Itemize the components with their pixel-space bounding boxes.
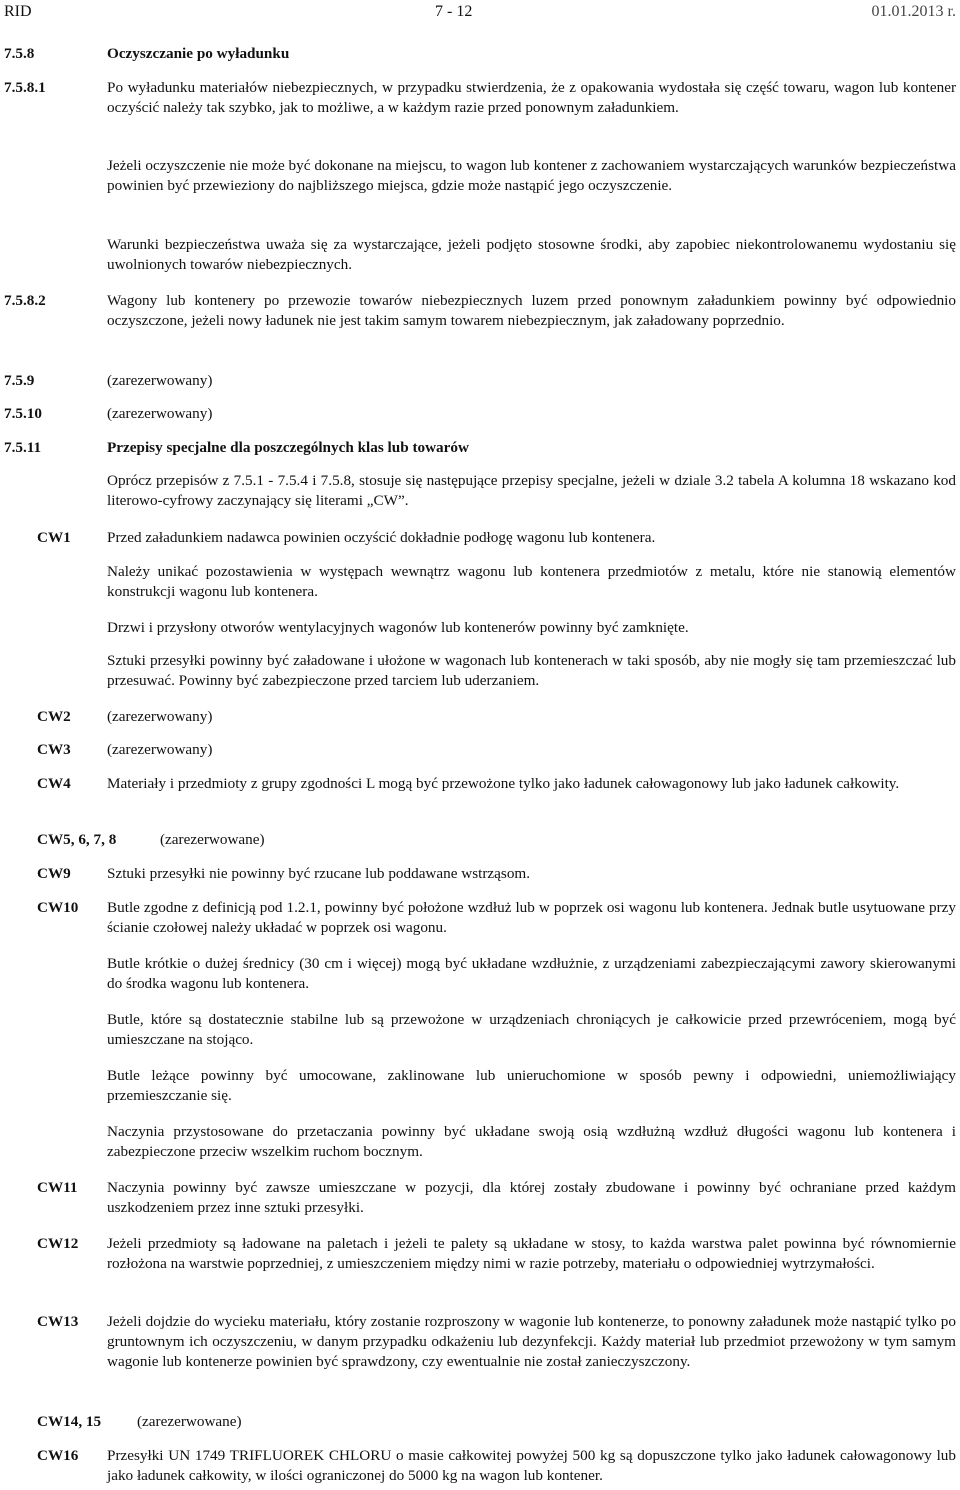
cw-code: CW10 (37, 899, 79, 916)
cw-code: CW3 (37, 741, 71, 758)
page-header (4, 2, 956, 24)
paragraph: Drzwi i przysłony otworów wentylacyjnych wagonów lub kontenerów powinny być zamknięte. (107, 619, 689, 636)
section-number: 7.5.11 (4, 439, 42, 456)
paragraph: Materiały i przedmioty z grupy zgodności L mogą być przewożone tylko jako ładunek całowagonowy lub jako ładunek całkowity. (107, 775, 900, 792)
reserved-note: (zarezerwowany) (107, 405, 213, 422)
paragraph: Naczynia przystosowane do przetaczania powinny być układane swoją osią wzdłużną wzdłuż długości wagonu lub kontenera i zabezpieczone przeciw wszelkim ruchom bocznym. (107, 1123, 956, 1160)
reserved-note: (zarezerwowane) (137, 1413, 242, 1430)
paragraph: Należy unikać pozostawienia w występach wewnątrz wagonu lub kontenera przedmiotów z metalu, które nie stanowią elementów konstrukcji wagonu lub kontenera. (107, 563, 956, 600)
reserved-note: (zarezerwowany) (107, 708, 213, 725)
section-number: 7.5.8.1 (4, 79, 46, 96)
paragraph: Butle krótkie o dużej średnicy (30 cm i więcej) mogą być układane wzdłużnie, z urządzeniami zabezpieczającymi zawory skierowanymi do środka wagonu lub kontenera. (107, 955, 956, 992)
paragraph: Jeżeli przedmioty są ładowane na paletach i jeżeli te palety są układane w stosy, to każda warstwa palet powinna być równomiernie rozłożona na warstwie poprzedniej, z umieszczeniem między nimi w razie potrzeby, materiału o odpowiedniej wytrzymałości. (107, 1235, 956, 1272)
paragraph: Naczynia powinny być zawsze umieszczane w pozycji, dla której zostały zbudowane i powinny być ochraniane przed każdym uszkodzeniem przez inne sztuki przesyłki. (107, 1179, 956, 1216)
cw-code: CW5, 6, 7, 8 (37, 831, 117, 848)
reserved-note: (zarezerwowane) (160, 831, 265, 848)
cw-code: CW4 (37, 775, 71, 792)
paragraph: Warunki bezpieczeństwa uważa się za wystarczające, jeżeli podjęto stosowne środki, aby zapobiec niekontrolowanemu wydostaniu się uwolnionych towarów niebezpiecznych. (107, 236, 956, 273)
section-number: 7.5.8 (4, 45, 35, 62)
cw-code: CW11 (37, 1179, 78, 1196)
reserved-note: (zarezerwowany) (107, 372, 213, 389)
cw-code: CW16 (37, 1447, 79, 1464)
paragraph: Jeżeli dojdzie do wycieku materiału, który zostanie rozproszony w wagonie lub kontenerze, to ponowny załadunek może nastąpić tylko po gruntownym ich oczyszczeniu, w danym przypadku odkażeniu lub dezynfekcji. Każdy materiał lub przedmiot przewożony w tym samym wagonie lub kontenerze powinien być sprawdzony, czy ewentualnie nie został zanieczyszczony. (107, 1313, 956, 1370)
paragraph: Butle, które są dostatecznie stabilne lub są przewożone w urządzeniach chroniących je całkowicie przed przewróceniem, mogą być umieszczane na stojąco. (107, 1011, 956, 1048)
paragraph: Butle zgodne z definicją pod 1.2.1, powinny być położone wzdłuż lub w poprzek osi wagonu lub kontenera. Jednak butle usytuowane przy ścianie czołowej należy układać w poprzek osi wagonu. (107, 899, 956, 936)
header-date: 01.01.2013 r. (871, 3, 956, 20)
paragraph: Po wyładunku materiałów niebezpiecznych, w przypadku stwierdzenia, że z opakowania wydostała się część towaru, wagon lub kontener oczyścić należy tak szybko, jak to możliwe, a w każdym razie przed ponownym załadunkiem. (107, 79, 956, 116)
section-title: Przepisy specjalne dla poszczególnych klas lub towarów (107, 439, 469, 456)
cw-code: CW12 (37, 1235, 79, 1252)
cw-code: CW14, 15 (37, 1413, 102, 1430)
section-number: 7.5.8.2 (4, 292, 46, 309)
paragraph: Przesyłki UN 1749 TRIFLUOREK CHLORU o masie całkowitej powyżej 500 kg są dopuszczone tylko jako ładunek całowagonowy lub jako ładunek całkowity, w ilości ograniczonej do 5000 kg na wagon lub kontener. (107, 1447, 956, 1484)
section-number: 7.5.9 (4, 372, 35, 389)
header-doc-name: RID (4, 3, 32, 20)
section-title: Oczyszczanie po wyładunku (107, 45, 290, 62)
paragraph: Jeżeli oczyszczenie nie może być dokonane na miejscu, to wagon lub kontener z zachowaniem wystarczających warunków bezpieczeństwa powinien być przewieziony do najbliższego miejsca, gdzie może nastąpić jego oczyszczenie. (107, 157, 956, 194)
cw-code: CW2 (37, 708, 71, 725)
paragraph: Sztuki przesyłki powinny być załadowane i ułożone w wagonach lub kontenerach w taki sposób, aby nie mogły się tam przemieszczać lub przesuwać. Powinny być zabezpieczone przed tarciem lub uderzaniem. (107, 652, 956, 689)
cw-code: CW13 (37, 1313, 79, 1330)
reserved-note: (zarezerwowany) (107, 741, 213, 758)
paragraph: Przed załadunkiem nadawca powinien oczyścić dokładnie podłogę wagonu lub kontenera. (107, 529, 656, 546)
cw-code: CW1 (37, 529, 71, 546)
paragraph: Wagony lub kontenery po przewozie towarów niebezpiecznych luzem przed ponownym załadunkiem powinny być odpowiednio oczyszczone, jeżeli nowy ładunek nie jest takim samym towarem niebezpiecznym, jak załadowany poprzednio. (107, 292, 956, 329)
paragraph: Sztuki przesyłki nie powinny być rzucane lub poddawane wstrząsom. (107, 865, 531, 882)
paragraph: Butle leżące powinny być umocowane, zaklinowane lub unieruchomione w sposób pewny i odpowiedni, uniemożliwiający przemieszczanie się. (107, 1067, 956, 1104)
cw-code: CW9 (37, 865, 71, 882)
header-page-number: 7 - 12 (435, 3, 473, 20)
section-number: 7.5.10 (4, 405, 42, 422)
paragraph: Oprócz przepisów z 7.5.1 - 7.5.4 i 7.5.8, stosuje się następujące przepisy specjalne, jeżeli w dziale 3.2 tabela A kolumna 18 wskazano kod literowo-cyfrowy zaczynający się literami „CW”. (107, 472, 956, 509)
